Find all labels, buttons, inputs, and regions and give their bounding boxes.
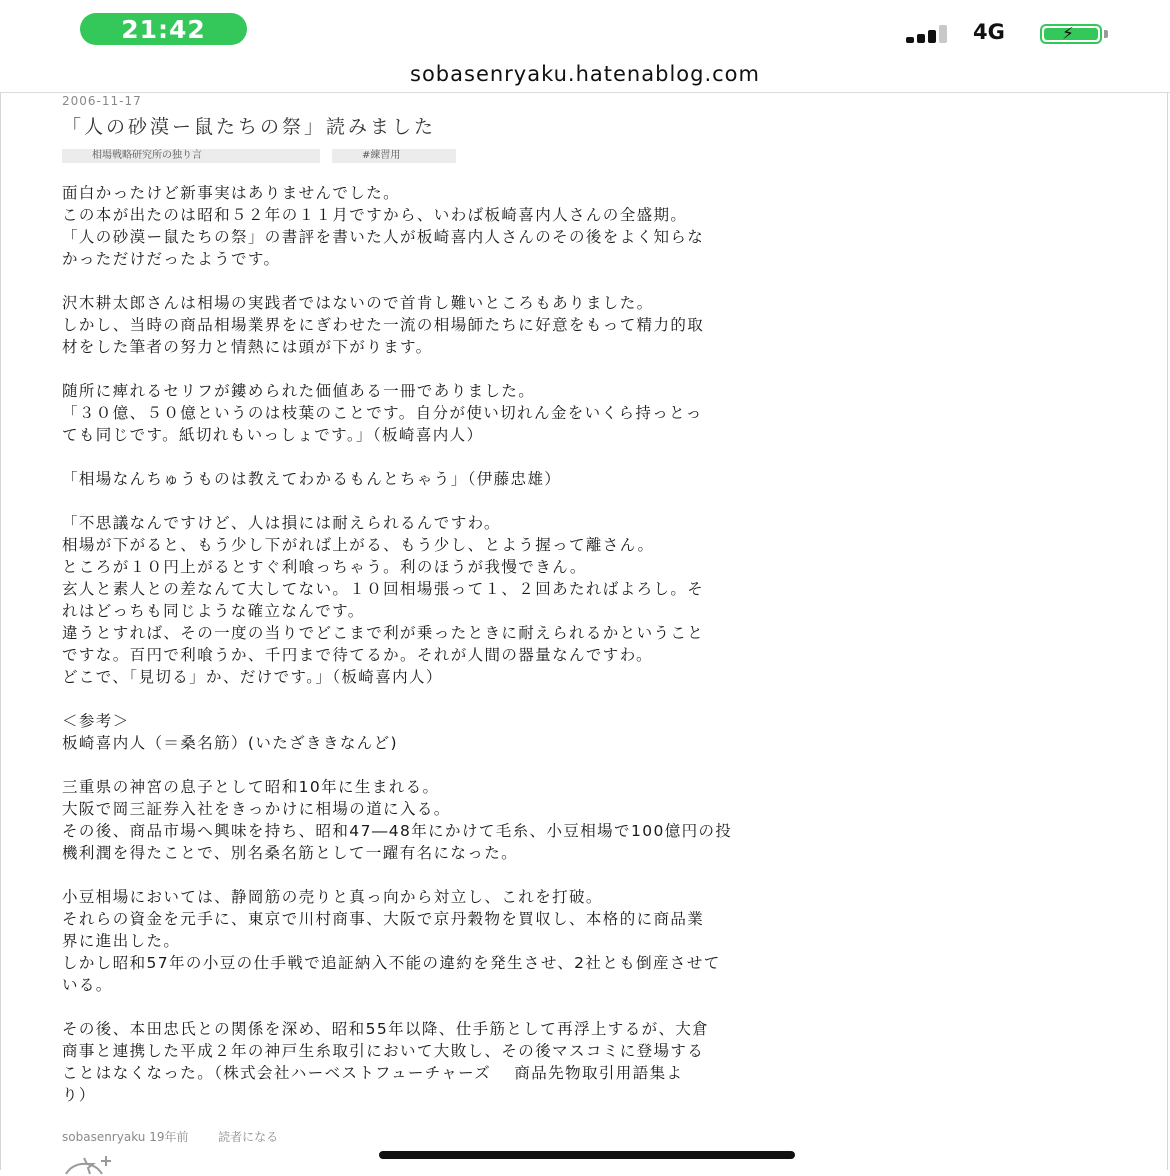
- author-link[interactable]: sobasenryaku: [62, 1130, 146, 1144]
- paragraph-line: ですな。百円で利喰うか、千円まで待てるか。それが人間の器量なんですわ。: [62, 646, 653, 664]
- paragraph-line: ところが１０円上がるとすぐ利喰っちゃう。利のほうが我慢できん。: [62, 558, 587, 576]
- paragraph-line: この本が出たのは昭和５２年の１１月ですから、いわば板崎喜内人さんの全盛期。: [62, 206, 688, 224]
- paragraph-line: れはどっちも同じような確立なんです。: [62, 602, 365, 620]
- post-title[interactable]: 「人の砂漠ー鼠たちの祭」読みました: [62, 116, 437, 138]
- paragraph-line: その後、本田忠氏との関係を深め、昭和55年以降、仕手筋として再浮上するが、大倉: [62, 1020, 710, 1038]
- status-time[interactable]: 21:42: [80, 13, 247, 45]
- paragraph-line: ことはなくなった。（株式会社ハーベストフューチャーズ 商品先物取引用語集よ: [62, 1064, 684, 1082]
- battery-charging-icon: ⚡: [1040, 24, 1110, 46]
- tag-category[interactable]: 相場戦略研究所の独り言: [62, 149, 320, 163]
- paragraph-line: かっただけだったようです。: [62, 250, 281, 268]
- post-paragraph: [62, 182, 1112, 270]
- cellular-signal-icon: [906, 25, 960, 43]
- paragraph-line: しかし昭和57年の小豆の仕手戦で追証納入不能の違約を発生させ、2社とも倒産させて: [62, 954, 721, 972]
- paragraph-line: それらの資金を元手に、東京で川村商事、大阪で京丹穀物を買収し、本格的に商品業: [62, 910, 705, 928]
- post-paragraph: [62, 710, 1112, 754]
- post-body: [62, 182, 1112, 1128]
- page-frame-right: [1167, 92, 1168, 1170]
- paragraph-line: ＜参考＞: [62, 712, 130, 730]
- paragraph-line: 小豆相場においては、静岡筋の売りと真っ向から対立し、これを打破。: [62, 888, 603, 906]
- paragraph-line: 沢木耕太郎さんは相場の実践者ではないので首肯し難いところもありました。: [62, 294, 654, 312]
- paragraph-line: ても同じです。紙切れもいっしょです。」（板崎喜内人）: [62, 426, 484, 444]
- paragraph-line: 「３０億、５０億というのは枝葉のことです。自分が使い切れん金をいくら持っとっ: [62, 404, 703, 422]
- home-indicator[interactable]: [379, 1151, 795, 1159]
- tag-practice[interactable]: #練習用: [332, 149, 456, 163]
- paragraph-line: 「人の砂漠ー鼠たちの祭」の書評を書いた人が板崎喜内人さんのその後をよく知らな: [62, 228, 705, 246]
- paragraph-line: 機利潤を得たことで、別名桑名筋として一躍有名になった。: [62, 844, 518, 862]
- paragraph-line: 違うとすれば、その一度の当りでどこまで利が乗ったときに耐えられるかということ: [62, 624, 705, 642]
- address-bar[interactable]: sobasenryaku.hatenablog.com: [410, 62, 760, 86]
- paragraph-line: しかし、当時の商品相場業界をにぎわせた一流の相場師たちに好意をもって精力的取: [62, 316, 705, 334]
- paragraph-line: 「相場なんちゅうものは教えてわかるもんとちゃう」（伊藤忠雄）: [62, 470, 562, 488]
- paragraph-line: 大阪で岡三証券入社をきっかけに相場の道に入る。: [62, 800, 451, 818]
- paragraph-line: 界に進出した。: [62, 932, 181, 950]
- post-footer: [62, 1128, 278, 1145]
- network-type: 4G: [973, 20, 1005, 44]
- paragraph-line: 玄人と素人との差なんて大してない。１０回相場張って１、２回あたればよろし。そ: [62, 580, 705, 598]
- paragraph-line: どこで、「見切る」か、だけです。」（板崎喜内人）: [62, 668, 443, 686]
- post-paragraph: [62, 886, 1112, 996]
- paragraph-line: り）: [62, 1086, 96, 1104]
- paragraph-line: 面白かったけど新事実はありませんでした。: [62, 184, 401, 202]
- post-date[interactable]: 2006-11-17: [62, 94, 142, 108]
- subscribe-button[interactable]: 読者になる: [218, 1130, 279, 1144]
- address-divider: [0, 92, 1170, 93]
- post-paragraph: [62, 292, 1112, 358]
- paragraph-line: 随所に痺れるセリフが鏤められた価値ある一冊でありました。: [62, 382, 536, 400]
- post-paragraph: [62, 1018, 1112, 1106]
- paragraph-line: 相場が下がると、もう少し下がれば上がる、もう少し、とよう握って離さん。: [62, 536, 655, 554]
- post-age: 19年前: [149, 1130, 189, 1144]
- status-bar: [0, 0, 1170, 62]
- post-paragraph: [62, 512, 1112, 688]
- post-paragraph: [62, 776, 1112, 864]
- post-paragraph: [62, 380, 1112, 446]
- paragraph-line: 「不思議なんですけど、人は損には耐えられるんですわ。: [62, 514, 501, 532]
- paragraph-line: 商事と連携した平成２年の神戸生糸取引において大敗し、その後マスコミに登場する: [62, 1042, 705, 1060]
- add-star-icon[interactable]: [62, 1152, 112, 1176]
- post-paragraph: [62, 468, 1112, 490]
- paragraph-line: 三重県の神宮の息子として昭和10年に生まれる。: [62, 778, 440, 796]
- paragraph-line: 材をした筆者の努力と情熱には頭が下がります。: [62, 338, 433, 356]
- paragraph-line: その後、商品市場へ興味を持ち、昭和47―48年にかけて毛糸、小豆相場で100億円の投: [62, 822, 733, 840]
- paragraph-line: 板崎喜内人（＝桑名筋）(いたざききなんど): [62, 734, 398, 752]
- paragraph-line: いる。: [62, 976, 113, 994]
- page-frame-left: [0, 92, 1, 1170]
